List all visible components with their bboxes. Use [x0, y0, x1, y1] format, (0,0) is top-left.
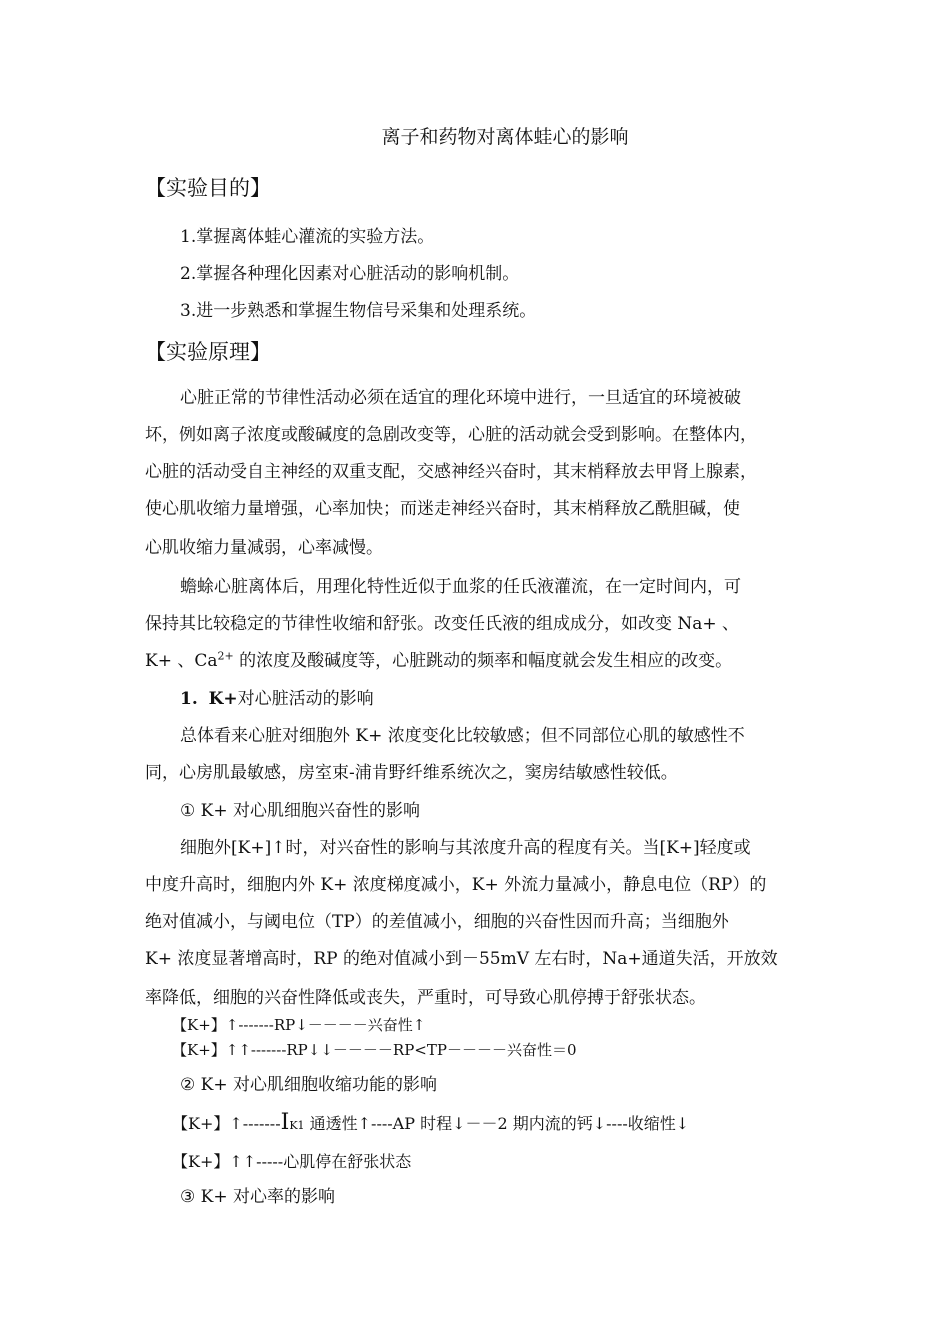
formula-line-3: [172, 1110, 837, 1135]
paragraph-line: 细胞外[K+]↑时，对兴奋性的影响与其浓度升高的程度有关。当[K+]轻度或: [180, 838, 751, 858]
current-symbol: I: [280, 1110, 290, 1135]
paragraph-line: 心脏的活动受自主神经的双重支配，交感神经兴奋时，其末梢释放去甲肾上腺素，: [145, 462, 757, 482]
paragraph-text: 的浓度及酸碱度等，心脏跳动的频率和幅度就会发生相应的改变。: [233, 651, 733, 671]
purpose-item-1: 1.掌握离体蛙心灌流的实验方法。: [180, 227, 435, 247]
section-ion: K+: [208, 689, 238, 709]
paragraph-line: 使心肌收缩力量增强，心率加快；而迷走神经兴奋时，其末梢释放乙酰胆碱，使: [145, 499, 740, 519]
superscript: 2+: [217, 649, 234, 663]
formula-line-2: 【K+】↑↑-------RP↓↓－－－－RP<TP－－－－兴奋性＝0: [172, 1041, 577, 1059]
formula-line-1: 【K+】↑-------RP↓－－－－兴奋性↑: [172, 1016, 426, 1034]
paragraph-line: 总体看来心脏对细胞外 K+ 浓度变化比较敏感；但不同部位心肌的敏感性不: [180, 726, 745, 746]
heading-principle: 【实验原理】: [145, 340, 271, 364]
paragraph-line: 心脏正常的节律性活动必须在适宜的理化环境中进行，一旦适宜的环境被破: [180, 388, 741, 408]
section-number: 1.: [180, 689, 198, 709]
subscript: K1: [289, 1119, 305, 1132]
section-title: 对心脏活动的影响: [237, 689, 374, 709]
document-title: 离子和药物对离体蛙心的影响: [381, 126, 629, 148]
paragraph-line: 绝对值减小，与阈电位（TP）的差值减小，细胞的兴奋性因而升高；当细胞外: [145, 912, 729, 932]
paragraph-line: 保持其比较稳定的节律性收缩和舒张。改变任氏液的组成成分，如改变 Na+ 、: [145, 614, 740, 634]
paragraph-line: 中度升高时，细胞内外 K+ 浓度梯度减小，K+ 外流力量减小，静息电位（RP）的: [145, 875, 767, 895]
subsection-heading-1: ① K+ 对心肌细胞兴奋性的影响: [180, 801, 420, 821]
paragraph-line: 坏，例如离子浓度或酸碱度的急剧改变等，心脏的活动就会受到影响。在整体内，: [145, 425, 757, 445]
section-heading-k: [180, 684, 845, 709]
formula-text: 通透性↑----AP 时程↓－－2 期内流的钙↓----收缩性↓: [304, 1114, 690, 1133]
purpose-item-2: 2.掌握各种理化因素对心脏活动的影响机制。: [180, 264, 520, 284]
purpose-item-3: 3.进一步熟悉和掌握生物信号采集和处理系统。: [180, 301, 537, 321]
formula-text: 【K+】↑-------: [172, 1114, 281, 1133]
paragraph-line: [145, 646, 810, 671]
paragraph-line: 蟾蜍心脏离体后，用理化特性近似于血浆的任氏液灌流，在一定时间内，可: [180, 577, 741, 597]
paragraph-line: 同，心房肌最敏感，房室束-浦肯野纤维系统次之，窦房结敏感性较低。: [145, 763, 678, 783]
ion-text: K+ 、Ca: [145, 651, 218, 671]
paragraph-line: K+ 浓度显著增高时，RP 的绝对值减小到－55mV 左右时，Na+通道失活，开放效: [145, 949, 778, 969]
paragraph-line: 率降低，细胞的兴奋性降低或丧失，严重时，可导致心肌停搏于舒张状态。: [145, 988, 706, 1008]
formula-line-4: 【K+】↑↑-----心肌停在舒张状态: [172, 1152, 412, 1171]
subsection-heading-2: ② K+ 对心肌细胞收缩功能的影响: [180, 1075, 437, 1095]
paragraph-line: 心肌收缩力量减弱，心率减慢。: [145, 538, 383, 558]
subsection-heading-3: ③ K+ 对心率的影响: [180, 1187, 335, 1207]
heading-purpose: 【实验目的】: [145, 176, 271, 200]
